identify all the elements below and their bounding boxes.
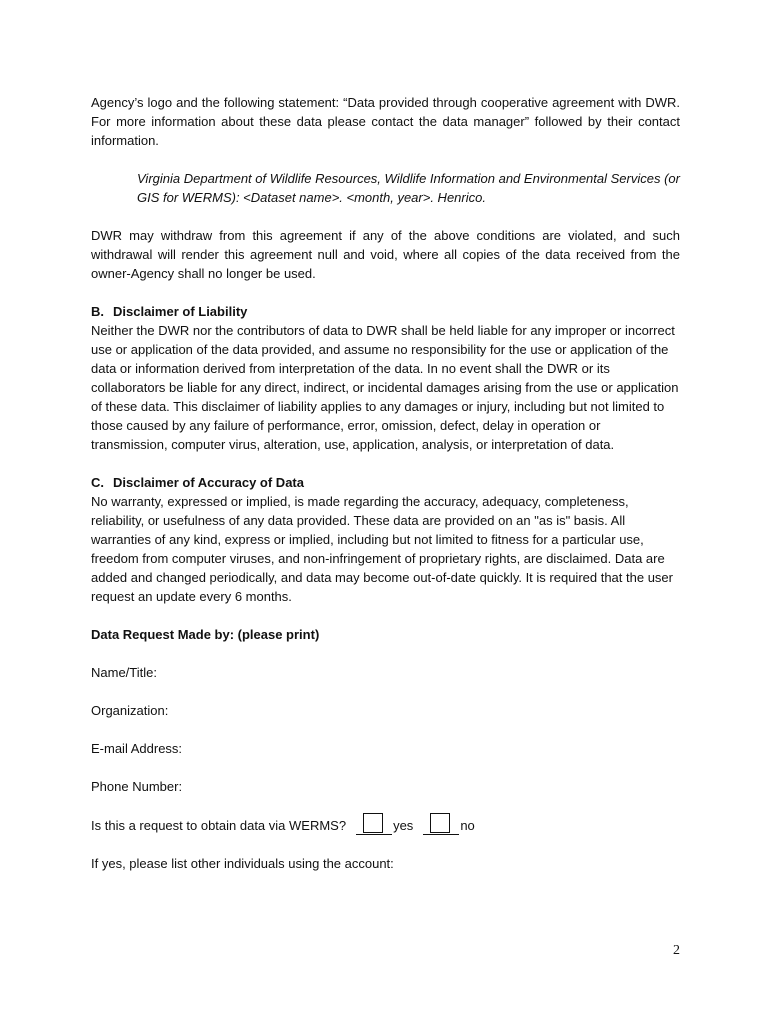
phone-label: Phone Number: (91, 779, 183, 794)
no-label: no (460, 818, 475, 833)
no-option (423, 812, 474, 835)
werms-question: Is this a request to obtain data via WERMS? (91, 818, 347, 833)
section-c-heading (91, 473, 680, 492)
section-c-body: No warranty, expressed or implied, is made regarding the accuracy, adequacy, completeness, reliability, or usefulness of any data provided. These data are provided on an "as is" basis. All warranties of any kind, express or implied, including but not limited to fitness for a particular use, freedom from computer viruses, and non-infringement of proprietary rights, are disclaimed. Data are added and changed periodically, and data may become out-of-date quickly. It is required that the user request an update every 6 months. (91, 494, 673, 604)
citation-text: Virginia Department of Wildlife Resources, Wildlife Information and Environmental Services (or GIS for WERMS): <Dataset name>. <month, year>. Henrico. (137, 171, 680, 205)
section-c-title: Disclaimer of Accuracy of Data (113, 475, 304, 490)
section-b-heading (91, 302, 680, 321)
section-c-letter: C. (91, 475, 104, 490)
yes-checkbox[interactable] (363, 813, 383, 833)
section-b-body: Neither the DWR nor the contributors of data to DWR shall be held liable for any improper or incorrect use or application of the data provided, and assume no responsibility for the use or application of the data or information derived from interpretation of the data. In no event shall the DWR or its collaborators be liable for any direct, indirect, or incidental damages arising from the use or application of these data. This disclaimer of liability applies to any damages or injury, including but not limited to those caused by any failure of performance, error, omission, defect, delay in operation or transmission, computer virus, alteration, use, application, analysis, or interpretation of data. (91, 323, 679, 452)
withdraw-paragraph: DWR may withdraw from this agreement if any of the above conditions are violated, and such withdrawal will render this agreement null and void, where all copies of the data received from the owner-Agency shall no longer be used. (91, 228, 680, 281)
email-label: E-mail Address: (91, 741, 183, 756)
organization-label: Organization: (91, 703, 169, 718)
yes-option (356, 812, 413, 835)
request-heading: Data Request Made by: (please print) (91, 627, 320, 642)
werms-question-row (91, 812, 680, 835)
section-b-title: Disclaimer of Liability (113, 304, 248, 319)
page-number: 2 (673, 943, 680, 958)
intro-statement: Agency’s logo and the following statement: “Data provided through cooperative agreement with DWR. For more information about these data please contact the data manager” followed by their contact information. (91, 95, 680, 148)
section-b-letter: B. (91, 304, 104, 319)
other-individuals-label: If yes, please list other individuals using the account: (91, 856, 394, 871)
yes-label: yes (393, 818, 414, 833)
no-checkbox[interactable] (430, 813, 450, 833)
name-title-label: Name/Title: (91, 665, 157, 680)
